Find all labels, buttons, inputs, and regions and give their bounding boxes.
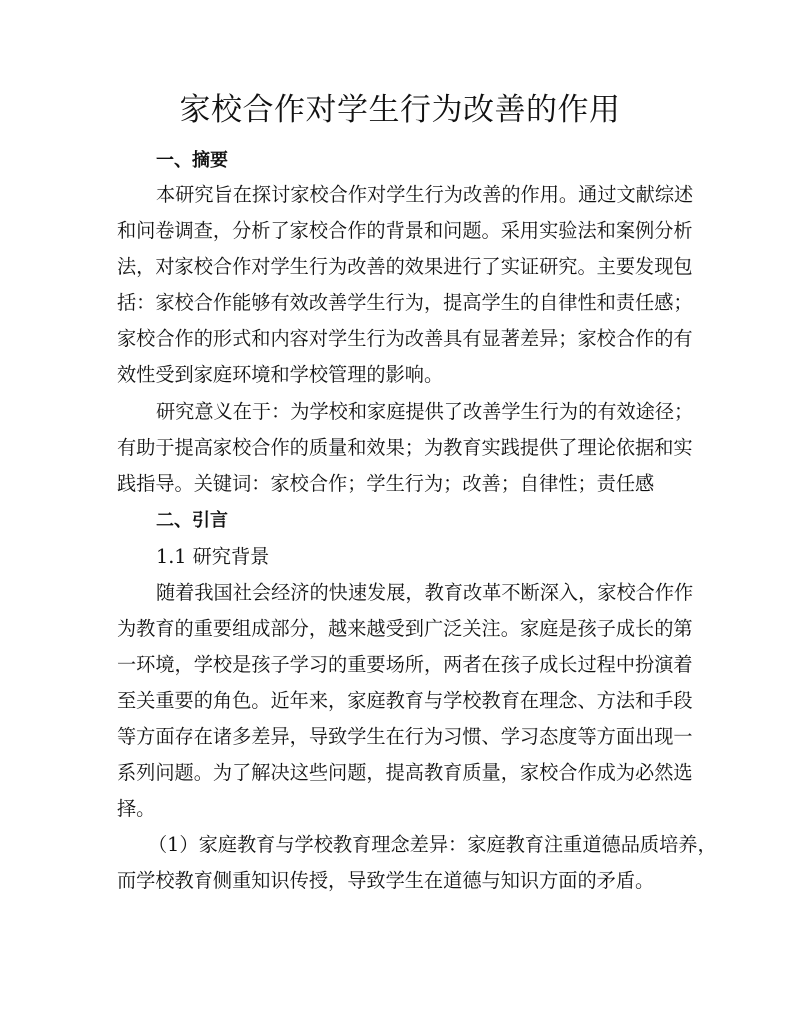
background-line-2: 为教育的重要组成部分，越来越受到广泛关注。家庭是孩子成长的第 xyxy=(117,617,693,640)
significance-line-3: 践指导。关键词：家校合作；学生行为；改善；自律性；责任感 xyxy=(117,472,655,495)
subsection-1-1-heading: 1.1 研究背景 xyxy=(156,545,270,568)
abstract-line-1: 本研究旨在探讨家校合作对学生行为改善的作用。通过文献综述 xyxy=(156,183,694,206)
abstract-line-6: 效性受到家庭环境和学校管理的影响。 xyxy=(117,363,444,386)
background-line-6: 系列问题。为了解决这些问题，提高教育质量，家校合作成为必然选 xyxy=(117,761,693,784)
significance-line-1: 研究意义在于：为学校和家庭提供了改善学生行为的有效途径； xyxy=(156,400,694,423)
intro-heading: 二、引言 xyxy=(156,510,228,531)
abstract-line-5: 家校合作的形式和内容对学生行为改善具有显著差异；家校合作的有 xyxy=(117,327,693,350)
abstract-line-3: 法，对家校合作对学生行为改善的效果进行了实证研究。主要发现包 xyxy=(117,255,693,278)
abstract-heading: 一、摘要 xyxy=(156,150,228,171)
point-1-line-2: 而学校教育侧重知识传授，导致学生在道德与知识方面的矛盾。 xyxy=(117,869,655,892)
background-line-3: 一环境，学校是孩子学习的重要场所，两者在孩子成长过程中扮演着 xyxy=(117,653,693,676)
background-line-7: 择。 xyxy=(117,797,156,820)
point-1-line-1: （1）家庭教育与学校教育理念差异：家庭教育注重道德品质培养， xyxy=(148,833,717,856)
abstract-line-4: 括：家校合作能够有效改善学生行为，提高学生的自律性和责任感； xyxy=(117,291,693,314)
background-line-1: 随着我国社会经济的快速发展，教育改革不断深入，家校合作作 xyxy=(156,581,694,604)
significance-line-2: 有助于提高家校合作的质量和效果；为教育实践提供了理论依据和实 xyxy=(117,436,693,459)
abstract-line-2: 和问卷调查，分析了家校合作的背景和问题。采用实验法和案例分析 xyxy=(117,219,693,242)
background-line-4: 至关重要的角色。近年来，家庭教育与学校教育在理念、方法和手段 xyxy=(117,689,693,712)
document-title: 家校合作对学生行为改善的作用 xyxy=(179,92,621,128)
background-line-5: 等方面存在诸多差异，导致学生在行为习惯、学习态度等方面出现一 xyxy=(117,725,693,748)
